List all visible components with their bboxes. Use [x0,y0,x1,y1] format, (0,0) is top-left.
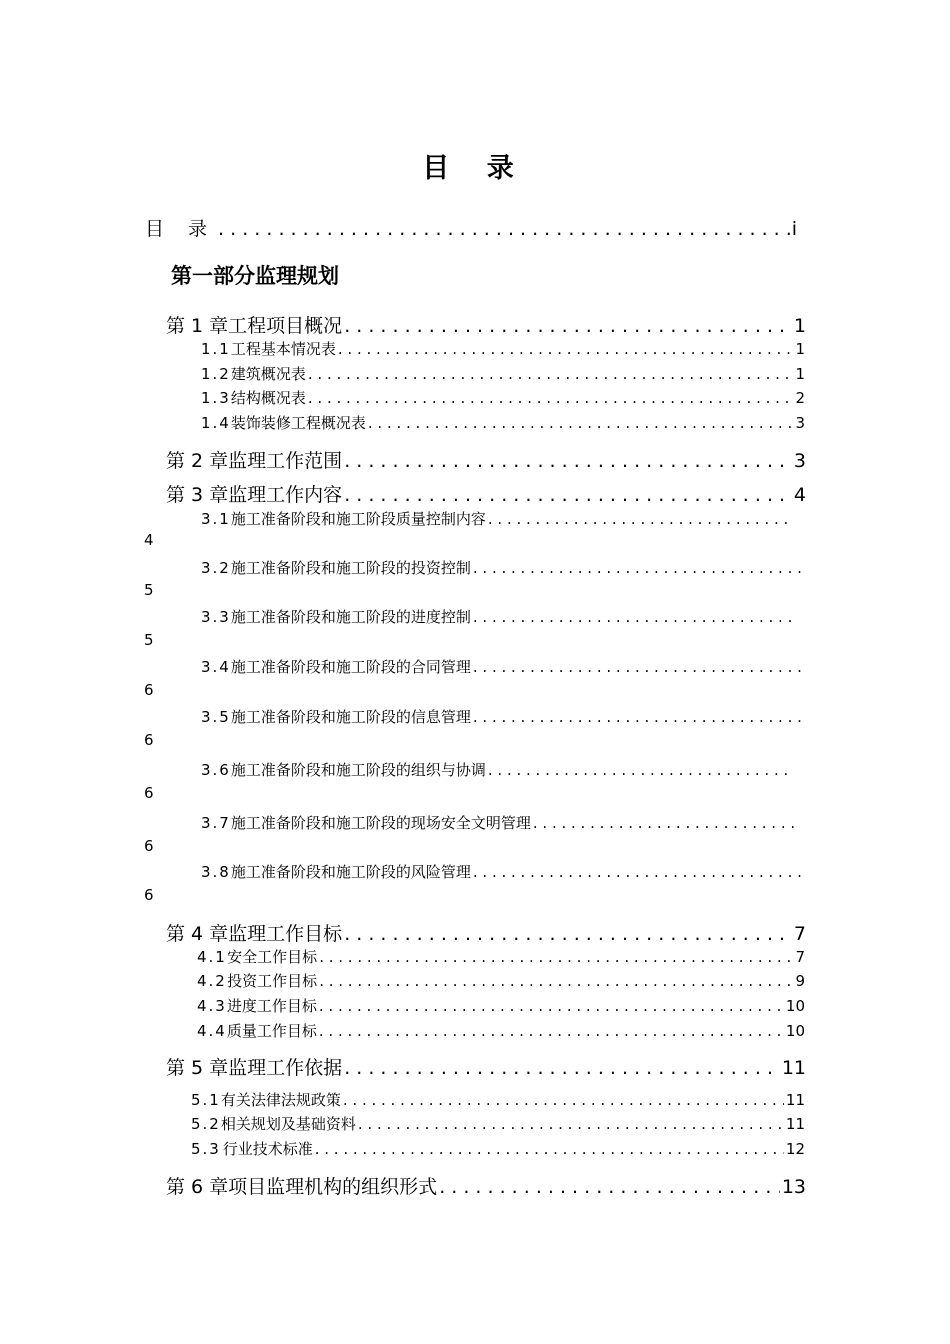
section-title: 施工准备阶段和施工阶段的现场安全文明管理 [230,814,531,832]
toc-entry-page: i [791,218,797,240]
leader-dots [319,997,784,1015]
toc-chapter-2[interactable] [166,446,806,473]
leader-dots [319,1022,784,1040]
section-title: 施工准备阶段和施工阶段的组织与协调 [230,761,486,779]
section-page: 3 [795,414,805,432]
chapter-number: 第 6 章 [166,1176,229,1198]
toc-section-3-4[interactable] [201,656,803,677]
section-page: 6 [144,784,154,802]
leader-dots [488,761,791,779]
section-number: 1.1 [201,340,231,358]
section-page: 11 [785,1115,805,1133]
toc-section-3-5[interactable] [201,706,803,727]
section-number: 4.4 [197,1022,227,1040]
section-page: 9 [795,972,805,990]
chapter-title: 监理工作目标 [228,923,343,945]
leader-dots [319,972,793,990]
section-number: 3.7 [201,814,231,832]
toc-section-3-1[interactable] [201,508,789,529]
chapter-title: 监理工作依据 [228,1057,343,1079]
part-title: 第一部分监理规划 [171,264,339,288]
section-number: 3.2 [201,559,231,577]
section-page: 10 [785,1022,805,1040]
section-number: 4.2 [197,972,227,990]
toc-entry-contents[interactable] [145,214,797,241]
toc-section-5-2[interactable] [191,1113,805,1134]
section-title: 相关规划及基础资料 [220,1115,356,1133]
leader-dots [308,365,794,383]
section-page: 12 [785,1140,805,1158]
section-title: 投资工作目标 [227,972,318,990]
section-title: 施工准备阶段和施工阶段的投资控制 [230,559,471,577]
section-page: 11 [785,1091,805,1109]
leader-dots [218,218,790,240]
leader-dots [473,658,801,676]
section-number: 3.6 [201,761,231,779]
chapter-title: 监理工作范围 [228,450,343,472]
section-number: 5.3 [191,1140,221,1158]
chapter-number: 第 1 章 [166,315,229,337]
section-title: 质量工作目标 [226,1022,317,1040]
chapter-page: 3 [793,450,806,472]
section-title: 施工准备阶段和施工阶段的信息管理 [230,708,471,726]
leader-dots [473,608,791,626]
chapter-page: 13 [781,1176,806,1198]
leader-dots [344,923,792,945]
leader-dots [343,1091,784,1109]
toc-section-1-3[interactable] [201,387,805,408]
section-number: 5.1 [191,1091,221,1109]
section-page: 6 [144,731,154,749]
toc-section-4-4[interactable] [197,1020,805,1041]
section-number: 3.8 [201,863,231,881]
toc-chapter-3[interactable] [166,480,806,507]
section-title: 施工准备阶段和施工阶段质量控制内容 [230,510,486,528]
leader-dots [344,484,792,506]
toc-section-3-3[interactable] [201,606,793,627]
section-number: 5.2 [191,1115,221,1133]
toc-section-4-1[interactable] [197,946,805,967]
chapter-number: 第 5 章 [166,1057,229,1079]
leader-dots [439,1176,780,1198]
leader-dots [308,389,794,407]
toc-section-3-6[interactable] [201,759,793,780]
toc-section-1-4[interactable] [201,412,805,433]
section-page: 1 [795,365,805,383]
section-page: 5 [144,631,154,649]
section-number: 4.3 [197,997,227,1015]
chapter-number: 第 4 章 [166,923,229,945]
document-title: 目 录 [422,153,528,184]
toc-section-5-3[interactable] [191,1138,805,1159]
section-number: 1.3 [201,389,231,407]
toc-chapter-1[interactable] [166,311,806,338]
section-page: 5 [144,581,154,599]
toc-section-5-1[interactable] [191,1089,805,1110]
chapter-number: 第 2 章 [166,450,229,472]
leader-dots [473,708,801,726]
toc-chapter-4[interactable] [166,919,806,946]
toc-section-1-2[interactable] [201,363,805,384]
chapter-title: 监理工作内容 [228,484,343,506]
toc-section-4-2[interactable] [197,970,805,991]
chapter-title: 项目监理机构的组织形式 [228,1176,438,1198]
section-title: 结构概况表 [230,389,306,407]
section-title: 施工准备阶段和施工阶段的合同管理 [230,658,471,676]
section-page: 6 [144,886,154,904]
leader-dots [368,414,794,432]
section-title: 有关法律法规政策 [220,1091,341,1109]
leader-dots [315,1140,784,1158]
toc-section-1-1[interactable] [201,338,805,359]
section-number: 3.1 [201,510,231,528]
section-page: 2 [795,389,805,407]
section-number: 4.1 [197,948,227,966]
toc-chapter-6[interactable] [166,1172,806,1199]
leader-dots [338,340,794,358]
leader-dots [344,450,792,472]
section-title: 行业技术标准 [222,1140,313,1158]
leader-dots [344,315,792,337]
section-title: 施工准备阶段和施工阶段的风险管理 [230,863,471,881]
section-page: 6 [144,837,154,855]
chapter-page: 1 [793,315,806,337]
leader-dots [344,1057,780,1079]
section-page: 1 [795,340,805,358]
section-number: 3.5 [201,708,231,726]
section-number: 3.4 [201,658,231,676]
chapter-page: 7 [793,923,806,945]
toc-entry-label: 目 录 [145,218,217,240]
section-page: 4 [144,531,154,549]
leader-dots [473,559,801,577]
toc-section-3-2[interactable] [201,557,803,578]
leader-dots [488,510,787,528]
section-title: 工程基本情况表 [230,340,336,358]
chapter-number: 第 3 章 [166,484,229,506]
toc-section-3-8[interactable] [201,861,803,882]
toc-chapter-5[interactable] [166,1053,806,1080]
section-title: 进度工作目标 [226,997,317,1015]
section-page: 6 [144,681,154,699]
section-page: 7 [795,948,805,966]
leader-dots [319,948,793,966]
section-number: 1.4 [201,414,231,432]
leader-dots [533,814,801,832]
section-title: 装饰装修工程概况表 [230,414,366,432]
section-title: 施工准备阶段和施工阶段的进度控制 [230,608,471,626]
chapter-page: 11 [781,1057,806,1079]
toc-section-4-3[interactable] [197,995,805,1016]
section-title: 安全工作目标 [227,948,318,966]
toc-section-3-7[interactable] [201,812,803,833]
chapter-title: 工程项目概况 [228,315,343,337]
section-title: 建筑概况表 [230,365,306,383]
chapter-page: 4 [793,484,806,506]
leader-dots [473,863,801,881]
section-number: 1.2 [201,365,231,383]
section-number: 3.3 [201,608,231,626]
leader-dots [358,1115,784,1133]
section-page: 10 [785,997,805,1015]
